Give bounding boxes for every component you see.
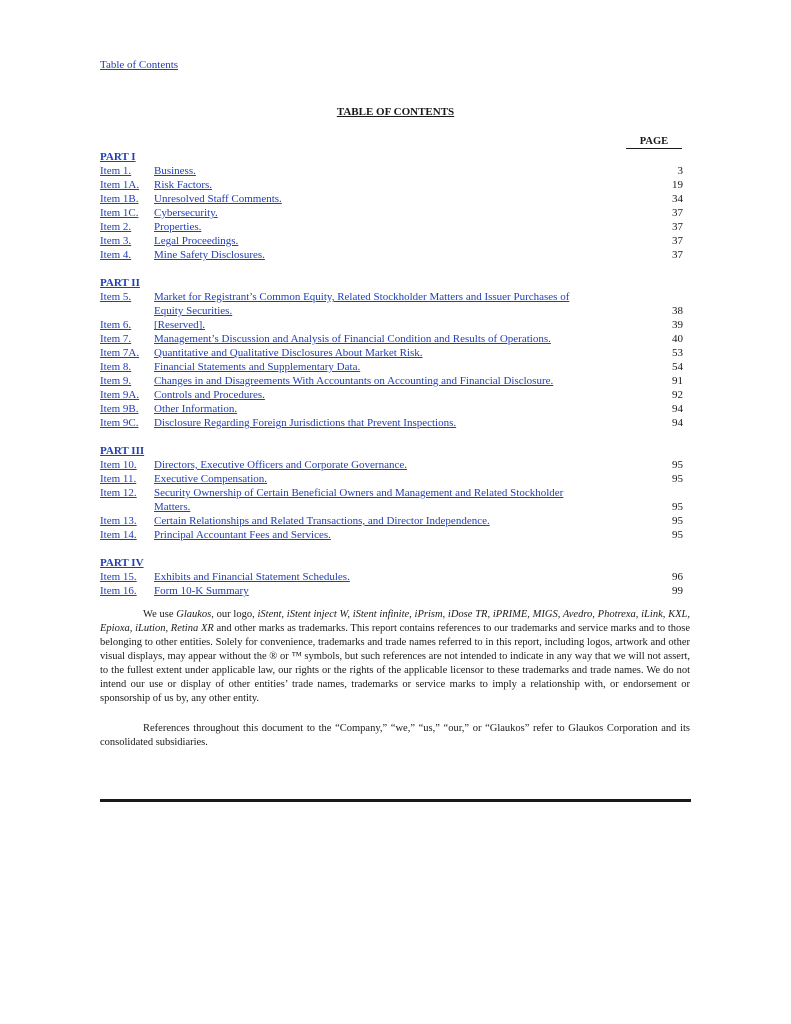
toc-page-number: 37 (672, 221, 683, 233)
toc-indent (100, 304, 154, 318)
toc-page-number-empty (643, 290, 683, 304)
toc-item-title (154, 458, 643, 472)
toc-item-number-link[interactable]: Item 15. (100, 571, 137, 583)
toc-item-title-link[interactable]: Principal Accountant Fees and Services. (154, 529, 331, 541)
toc-item-title (154, 388, 643, 402)
toc-row (100, 486, 683, 500)
toc-item-number-link[interactable]: Item 2. (100, 221, 132, 233)
toc-item-title-link[interactable]: Unresolved Staff Comments. (154, 193, 282, 205)
toc-row (100, 388, 683, 402)
toc-title: TABLE OF CONTENTS (336, 106, 455, 118)
toc-item-title (154, 192, 643, 206)
toc-item-title (154, 584, 643, 598)
toc-row (100, 220, 683, 234)
toc-item-title (154, 472, 643, 486)
page-column-header: PAGE (626, 136, 682, 149)
toc-item-title-link[interactable]: Equity Securities. (154, 305, 233, 317)
toc-item-title-link[interactable]: Cybersecurity. (154, 207, 218, 219)
toc-item-title-link[interactable]: Business. (154, 165, 196, 177)
toc-row (100, 248, 683, 262)
toc-item-number-link[interactable]: Item 12. (100, 487, 137, 499)
toc-item-title (154, 360, 643, 374)
toc-item-title-link[interactable]: Risk Factors. (154, 179, 213, 191)
footer-rule (100, 799, 691, 802)
toc-item-number-link[interactable]: Item 9. (100, 375, 132, 387)
p1-text-a: We use (143, 609, 177, 620)
toc-row (100, 528, 683, 542)
toc-item-title (154, 486, 643, 500)
toc-item-title (154, 248, 643, 262)
p2-text: References throughout this document to the “Company,” “we,” “us,” “our,” or “Glaukos” refer to Glaukos Corporation and its consolidated subsidiaries. (100, 723, 690, 748)
part-spacer (100, 262, 683, 276)
part-spacer (100, 430, 683, 444)
toc-item-number-link[interactable]: Item 13. (100, 515, 137, 527)
toc-row (100, 318, 683, 332)
toc-page-number: 34 (672, 193, 683, 205)
toc-item-title (154, 346, 643, 360)
toc-item-number-link[interactable]: Item 6. (100, 319, 132, 331)
toc-row (100, 416, 683, 430)
toc-indent (100, 500, 154, 514)
toc-page-number: 95 (672, 501, 683, 513)
toc-item-title (154, 514, 643, 528)
toc-item-number-link[interactable]: Item 10. (100, 459, 137, 471)
toc-page-number: 96 (672, 571, 683, 583)
toc-item-title-link[interactable]: Mine Safety Disclosures. (154, 249, 265, 261)
toc-row (100, 206, 683, 220)
toc-item-title-link[interactable]: Quantitative and Qualitative Disclosures About Market Risk. (154, 347, 423, 359)
toc-item-title (154, 318, 643, 332)
toc-row (100, 584, 683, 598)
toc-item-title-link[interactable]: Directors, Executive Officers and Corporate Governance. (154, 459, 407, 471)
toc-item-title-link[interactable]: Exhibits and Financial Statement Schedules. (154, 571, 350, 583)
toc-item-title-link[interactable]: Management’s Discussion and Analysis of Financial Condition and Results of Operations. (154, 333, 551, 345)
toc-item-title (154, 178, 643, 192)
toc-row-continued (100, 304, 683, 318)
trademark-paragraph (100, 608, 690, 706)
toc-item-title-link[interactable]: Other Information. (154, 403, 238, 415)
toc-item-title-link[interactable]: Matters. (154, 501, 191, 513)
toc-page-number: 37 (672, 207, 683, 219)
toc-row (100, 570, 683, 584)
toc-item-number-link[interactable]: Item 16. (100, 585, 137, 597)
toc-page-number: 19 (672, 179, 683, 191)
toc-item-number-link[interactable]: Item 7A. (100, 347, 140, 359)
part-spacer (100, 542, 683, 556)
toc-item-title-link[interactable]: Executive Compensation. (154, 473, 268, 485)
toc-page-number: 95 (672, 473, 683, 485)
toc-page-number: 95 (672, 515, 683, 527)
toc-row (100, 290, 683, 304)
toc-page-number: 94 (672, 403, 683, 415)
toc-item-title (154, 374, 643, 388)
toc-item-number-link[interactable]: Item 4. (100, 249, 132, 261)
toc-row (100, 514, 683, 528)
toc-item-title-link[interactable]: Certain Relationships and Related Transactions, and Director Independence. (154, 515, 490, 527)
toc-item-number-link[interactable]: Item 1. (100, 165, 132, 177)
toc-item-title-link[interactable]: Disclosure Regarding Foreign Jurisdictions that Prevent Inspections. (154, 417, 457, 429)
toc-page-number: 95 (672, 529, 683, 541)
toc-page-number: 3 (677, 165, 683, 177)
toc-item-title (154, 220, 643, 234)
toc-row (100, 234, 683, 248)
toc-page-number: 53 (672, 347, 683, 359)
toc-item-title-link[interactable]: Market for Registrant’s Common Equity, Related Stockholder Matters and Issuer Purchases of (154, 291, 570, 303)
toc-item-title-continued (154, 500, 643, 514)
toc-page-number-empty (643, 486, 683, 500)
toc-row (100, 332, 683, 346)
toc-page-number: 92 (672, 389, 683, 401)
toc-item-number-link[interactable]: Item 14. (100, 529, 137, 541)
toc-item-title (154, 402, 643, 416)
toc-item-title-link[interactable]: Changes in and Disagreements With Accountants on Accounting and Financial Disclosure. (154, 375, 554, 387)
toc-row (100, 472, 683, 486)
table-of-contents-link[interactable]: Table of Contents (100, 59, 179, 71)
toc-page-number: 37 (672, 235, 683, 247)
references-paragraph (100, 722, 690, 750)
toc-row-continued (100, 500, 683, 514)
toc-item-title-link[interactable]: Properties. (154, 221, 202, 233)
table-of-contents (100, 150, 683, 598)
toc-item-number-link[interactable]: Item 8. (100, 361, 132, 373)
toc-row (100, 374, 683, 388)
toc-page-number: 40 (672, 333, 683, 345)
toc-item-title-link[interactable]: Form 10-K Summary (154, 585, 249, 597)
part-heading-link[interactable]: PART III (100, 445, 145, 457)
toc-page-number: 95 (672, 459, 683, 471)
part-heading-link[interactable]: PART IV (100, 557, 144, 569)
toc-item-title (154, 528, 643, 542)
toc-item-number-link[interactable]: Item 5. (100, 291, 132, 303)
toc-item-title (154, 570, 643, 584)
toc-row (100, 192, 683, 206)
toc-item-title (154, 416, 643, 430)
toc-item-title (154, 332, 643, 346)
toc-item-number-link[interactable]: Item 11. (100, 473, 137, 485)
toc-row (100, 178, 683, 192)
toc-page-number: 39 (672, 319, 683, 331)
toc-item-title-link[interactable]: Security Ownership of Certain Beneficial Owners and Management and Related Stockholder (154, 487, 564, 499)
toc-page-number: 54 (672, 361, 683, 373)
toc-item-number-link[interactable]: Item 9B. (100, 403, 139, 415)
toc-item-number-link[interactable]: Item 9A. (100, 389, 140, 401)
toc-item-title (154, 206, 643, 220)
toc-row (100, 164, 683, 178)
toc-item-title (154, 234, 643, 248)
toc-page-number: 91 (672, 375, 683, 387)
part-heading-link[interactable]: PART II (100, 277, 140, 289)
toc-row (100, 402, 683, 416)
toc-item-number-link[interactable]: Item 1C. (100, 207, 139, 219)
p1-text-c: and other marks as trademarks. This report contains references to our trademarks and service marks and to those belonging to other entities. Solely for convenience, trademarks and trade names referred to in this report, including logos, artwork and other visual displays, may appear without the ® or ™ symbols, but such references are not intended to indicate in any way that we will not assert, to the fullest extent under applicable law, our rights or the rights of the applicable licensor to these trademarks and trade names. We do not intend our use or display of other entities’ trade names, trademarks or service marks to imply a relationship with, or endorsement or sponsorship of us by, any other entity. (100, 623, 690, 704)
toc-item-number-link[interactable]: Item 3. (100, 235, 132, 247)
toc-item-number-link[interactable]: Item 9C. (100, 417, 139, 429)
toc-item-title-link[interactable]: [Reserved]. (154, 319, 206, 331)
p1-text-b: , our logo, (211, 609, 258, 620)
part-heading-link[interactable]: PART I (100, 151, 136, 163)
toc-item-number-link[interactable]: Item 7. (100, 333, 132, 345)
toc-item-title (154, 290, 643, 304)
toc-row (100, 458, 683, 472)
toc-item-number-link[interactable]: Item 1A. (100, 179, 140, 191)
toc-page-number: 38 (672, 305, 683, 317)
toc-item-number-link[interactable]: Item 1B. (100, 193, 139, 205)
toc-row (100, 346, 683, 360)
toc-item-title-link[interactable]: Legal Proceedings. (154, 235, 239, 247)
p1-glaukos: Glaukos (176, 609, 212, 620)
toc-item-title (154, 164, 643, 178)
toc-page-number: 94 (672, 417, 683, 429)
toc-page-number: 37 (672, 249, 683, 261)
toc-row (100, 360, 683, 374)
toc-item-title-continued (154, 304, 643, 318)
toc-page-number: 99 (672, 585, 683, 597)
toc-item-title-link[interactable]: Financial Statements and Supplementary Data. (154, 361, 361, 373)
toc-item-title-link[interactable]: Controls and Procedures. (154, 389, 265, 401)
p1-marks: iStent, iStent inject W, iStent infinite, iPrism, iDose TR, iPRIME, MIGS, Avedro, Photrexa, iLink, KXL, Epioxa, iLution, Retina XR (100, 609, 690, 634)
